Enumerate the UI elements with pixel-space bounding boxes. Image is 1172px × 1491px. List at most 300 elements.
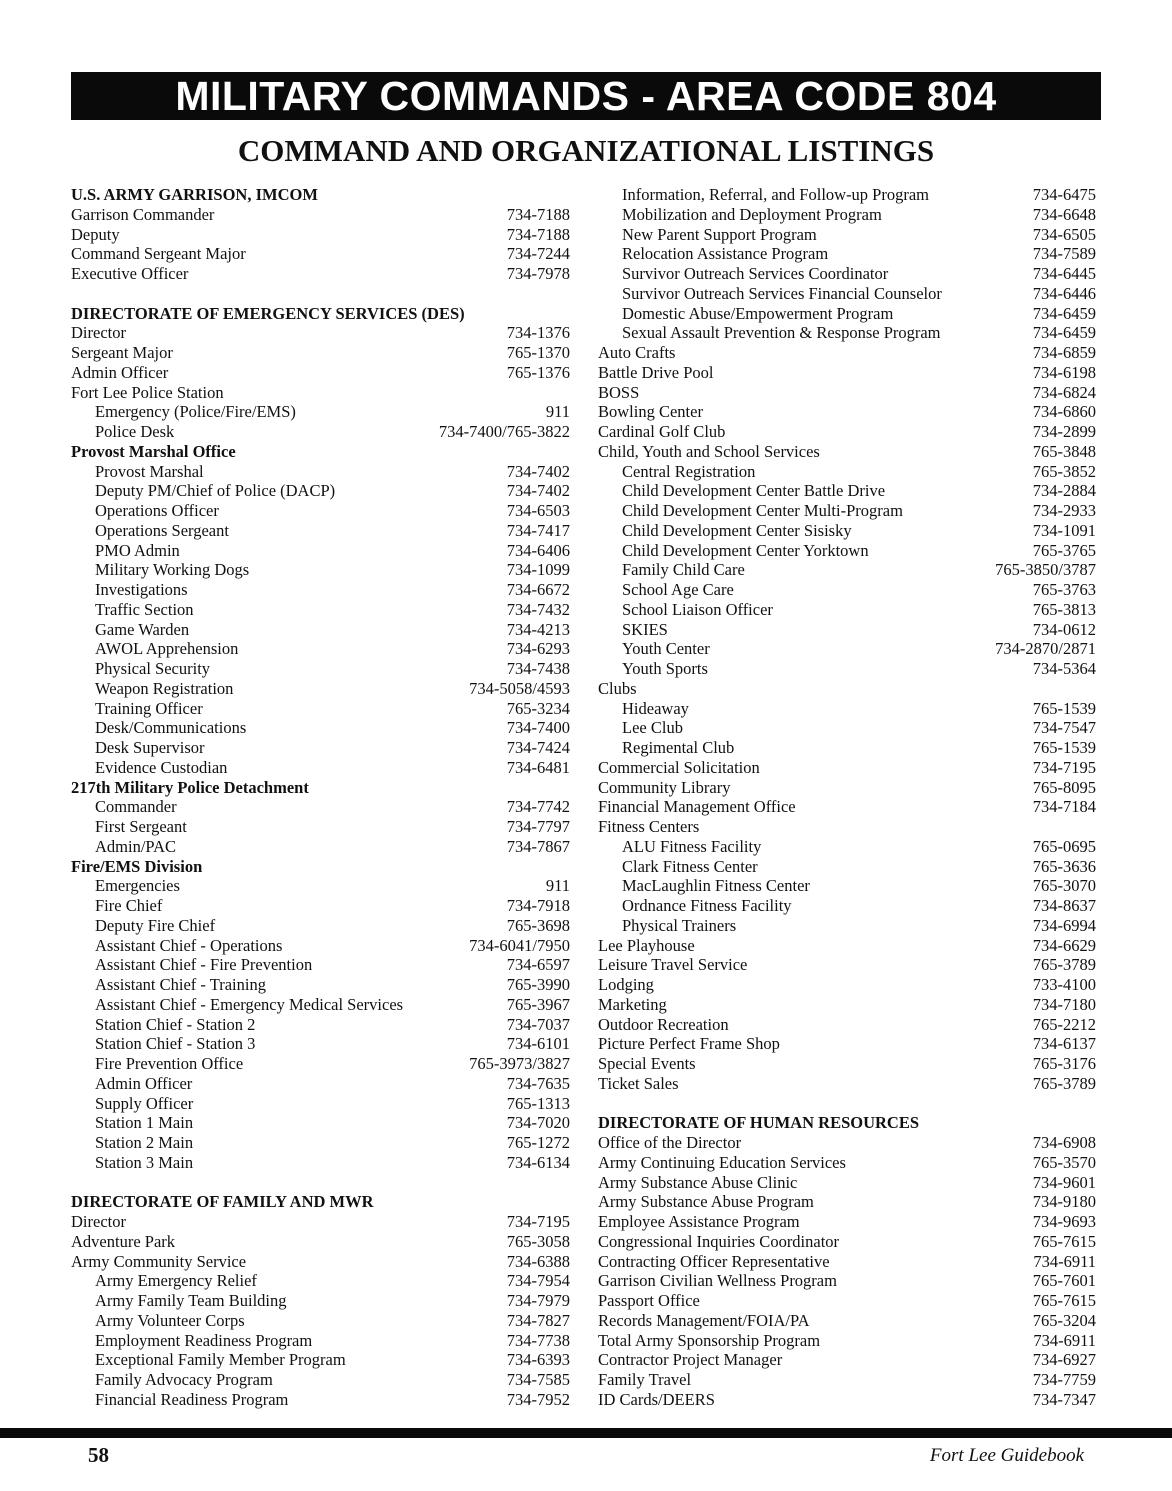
directory-entry: [71, 580, 570, 600]
directory-entry: [598, 580, 1096, 600]
directory-entry: [598, 541, 1096, 561]
section-heading: [598, 1113, 1096, 1133]
entry-label: Employee Assistance Program: [598, 1212, 800, 1231]
entry-phone: 765-3636: [1032, 856, 1096, 876]
entry-phone: 765-1376: [506, 362, 570, 382]
entry-label: Station 3 Main: [95, 1152, 194, 1172]
entry-label: Assistant Chief - Fire Prevention: [95, 955, 313, 975]
directory-entry: [598, 1015, 1096, 1035]
page-number: 58: [88, 1443, 109, 1467]
directory-entry: [71, 560, 570, 580]
entry-label: ALU Fitness Facility: [622, 836, 762, 856]
directory-entry: [598, 442, 1096, 462]
entry-label: Bowling Center: [598, 402, 703, 422]
entry-label: Family Advocacy Program: [95, 1370, 273, 1389]
directory-entry: [71, 1350, 570, 1370]
entry-label: Leisure Travel Service: [598, 955, 748, 975]
entry-phone: 765-1370: [506, 343, 570, 362]
entry-label: Lee Club: [622, 718, 683, 738]
entry-label: First Sergeant: [95, 817, 187, 836]
directory-entry: [598, 955, 1096, 975]
entry-phone: 765-3058: [506, 1231, 570, 1251]
entry-label: Assistant Chief - Emergency Medical Services: [95, 994, 404, 1014]
entry-label: Battle Drive Pool: [598, 362, 714, 382]
entry-label: Admin Officer: [71, 362, 169, 382]
directory-entry: [71, 521, 570, 541]
entry-label: Admin/PAC: [95, 836, 177, 856]
section-heading: [71, 304, 570, 324]
entry-label: Station Chief - Station 2: [95, 1014, 256, 1034]
entry-label: Regimental Club: [622, 738, 735, 757]
entry-label: Community Library: [598, 777, 731, 797]
directory-entry: [71, 1311, 570, 1331]
entry-label: Army Continuing Education Services: [598, 1152, 846, 1172]
directory-entry: [598, 758, 1096, 778]
entry-label: Records Management/FOIA/PA: [598, 1310, 810, 1330]
directory-entry: [598, 659, 1096, 679]
entry-label: Cardinal Golf Club: [598, 422, 726, 441]
section-heading: [71, 185, 570, 205]
directory-entry: [598, 1054, 1096, 1074]
entry-phone: 734-6134: [506, 1152, 570, 1172]
entry-phone: 734-1376: [506, 323, 570, 343]
entry-label: Central Registration: [622, 461, 756, 481]
entry-phone: 734-4213: [506, 619, 570, 639]
entry-phone: 734-6648: [1032, 204, 1096, 224]
entry-phone: 734-6406: [506, 540, 570, 560]
directory-entry: [598, 1331, 1096, 1351]
entry-label: Youth Sports: [622, 659, 708, 678]
directory-entry: [598, 521, 1096, 541]
directory-entry: [71, 916, 570, 936]
entry-phone: 734-2870/2871: [995, 639, 1096, 659]
entry-phone: 734-9601: [1032, 1172, 1096, 1192]
entry-label: Operations Sergeant: [95, 520, 229, 540]
directory-entry: [71, 363, 570, 383]
entry-label: Executive Officer: [71, 264, 189, 283]
directory-entry: [71, 600, 570, 620]
directory-entry: [71, 422, 570, 442]
entry-phone: 765-3176: [1032, 1054, 1096, 1073]
entry-label: Ordnance Fitness Facility: [622, 896, 792, 915]
entry-phone: 734-7759: [1032, 1370, 1096, 1389]
entry-phone: 734-0612: [1032, 619, 1096, 639]
entry-phone: 765-3204: [1032, 1310, 1096, 1330]
directory-entry: [598, 600, 1096, 620]
entry-label: Training Officer: [95, 698, 203, 718]
entry-phone: 765-1539: [1032, 738, 1096, 757]
entry-label: Domestic Abuse/Empowerment Program: [622, 303, 894, 323]
entry-phone: 734-6041/7950: [469, 935, 570, 955]
entry-phone: 765-7615: [1032, 1291, 1096, 1310]
entry-phone: 734-6459: [1032, 303, 1096, 323]
directory-entry: [598, 1153, 1096, 1173]
entry-phone: 734-6672: [506, 580, 570, 599]
entry-label: Mobilization and Deployment Program: [622, 204, 882, 224]
section-spacer: [71, 284, 570, 304]
entry-label: Relocation Assistance Program: [622, 244, 829, 264]
entry-label: Traffic Section: [95, 599, 194, 619]
entry-phone: 765-1272: [506, 1133, 570, 1152]
entry-label: Sexual Assault Prevention & Response Program: [622, 323, 941, 343]
entry-label: PMO Admin: [95, 540, 180, 560]
directory-entry: [598, 1232, 1096, 1252]
entry-phone: 765-1313: [506, 1093, 570, 1113]
entry-label: Station 2 Main: [95, 1133, 194, 1152]
directory-entry: [71, 817, 570, 837]
entry-phone: 734-6481: [506, 757, 570, 777]
entry-phone: 734-6503: [506, 501, 570, 520]
left-column: [71, 185, 570, 1410]
directory-entry: [71, 323, 570, 343]
directory-entry: [598, 620, 1096, 640]
entry-phone: 765-3848: [1032, 441, 1096, 461]
entry-phone: 765-3967: [506, 994, 570, 1014]
directory-entry: [71, 1054, 570, 1074]
entry-label: Army Volunteer Corps: [95, 1310, 245, 1330]
directory-entry: [598, 1271, 1096, 1291]
entry-label: ID Cards/DEERS: [598, 1389, 715, 1409]
entry-label: Passport Office: [598, 1291, 700, 1310]
directory-entry: [598, 1390, 1096, 1410]
entry-label: 217th Military Police Detachment: [71, 777, 309, 797]
entry-phone: 734-7402: [506, 481, 570, 501]
directory-entry: [71, 738, 570, 758]
directory-entry: [598, 1192, 1096, 1212]
directory-entry: [598, 402, 1096, 422]
entry-phone: 734-8637: [1032, 896, 1096, 915]
entry-phone: 734-6475: [1032, 185, 1096, 204]
entry-label: Deputy Fire Chief: [95, 915, 216, 935]
directory-entry: [598, 1074, 1096, 1094]
directory-entry: [71, 1331, 570, 1351]
entry-phone: 765-3852: [1032, 461, 1096, 481]
directory-entry: [71, 1291, 570, 1311]
directory-entry: [598, 1291, 1096, 1311]
entry-phone: 734-6393: [506, 1350, 570, 1370]
entry-label: Deputy: [71, 224, 120, 244]
entry-label: Director: [71, 1212, 126, 1231]
entry-label: Station 1 Main: [95, 1113, 194, 1133]
directory-entry: [71, 758, 570, 778]
entry-label: Sergeant Major: [71, 343, 173, 362]
entry-phone: 734-6198: [1032, 362, 1096, 382]
entry-phone: 734-7827: [506, 1310, 570, 1330]
entry-phone: 765-3789: [1032, 1073, 1096, 1093]
entry-label: Provost Marshal Office: [71, 441, 236, 461]
entry-phone: 911: [545, 876, 570, 896]
guide-title: Fort Lee Guidebook: [929, 1445, 1084, 1466]
directory-entry: [598, 995, 1096, 1015]
entry-phone: 765-3973/3827: [469, 1054, 570, 1073]
directory-entry: [598, 1212, 1096, 1232]
entry-phone: 734-6597: [506, 955, 570, 975]
entry-label: Army Substance Abuse Clinic: [598, 1172, 798, 1192]
entry-label: Outdoor Recreation: [598, 1014, 729, 1034]
entry-phone: 765-3570: [1032, 1152, 1096, 1172]
entry-phone: 765-3763: [1032, 580, 1096, 599]
directory-entry: [598, 1173, 1096, 1193]
directory-entry: [598, 323, 1096, 343]
footer-rule: [0, 1428, 1172, 1438]
entry-label: Child Development Center Multi-Program: [622, 501, 903, 520]
directory-entry: [598, 185, 1096, 205]
entry-label: Auto Crafts: [598, 343, 676, 362]
entry-label: Adventure Park: [71, 1231, 176, 1251]
entry-label: Operations Officer: [95, 501, 219, 520]
entry-label: Survivor Outreach Services Coordinator: [622, 264, 889, 283]
entry-phone: 734-6860: [1032, 402, 1096, 422]
directory-entry: [598, 837, 1096, 857]
entry-phone: 734-7020: [506, 1113, 570, 1133]
entry-phone: 765-7615: [1032, 1231, 1096, 1251]
entry-label: Army Substance Abuse Program: [598, 1192, 814, 1212]
directory-entry: [71, 541, 570, 561]
entry-phone: 765-3990: [506, 975, 570, 994]
entry-label: AWOL Apprehension: [95, 639, 239, 659]
directory-entry: [71, 955, 570, 975]
section-heading: [71, 857, 570, 877]
entry-phone: 734-7585: [506, 1370, 570, 1389]
directory-entry: [71, 225, 570, 245]
entry-label: Contracting Officer Representative: [598, 1251, 830, 1271]
entry-phone: 765-3850/3787: [995, 560, 1096, 580]
entry-label: Financial Management Office: [598, 797, 796, 817]
directory-entry: [71, 1153, 570, 1173]
directory-entry: [71, 837, 570, 857]
directory-entry: [71, 383, 570, 403]
entry-phone: 734-7402: [506, 461, 570, 481]
entry-phone: 734-7547: [1032, 718, 1096, 738]
entry-label: Investigations: [95, 580, 188, 599]
directory-entry: [71, 876, 570, 896]
directory-entry: [71, 797, 570, 817]
entry-phone: 734-7635: [506, 1073, 570, 1093]
entry-label: Fitness Centers: [598, 817, 700, 836]
entry-label: Hideaway: [622, 698, 689, 718]
directory-entry: [71, 1232, 570, 1252]
directory-entry: [598, 1350, 1096, 1370]
directory-entry: [598, 560, 1096, 580]
entry-phone: 734-7954: [506, 1271, 570, 1291]
entry-label: Evidence Custodian: [95, 757, 228, 777]
entry-label: School Age Care: [622, 580, 734, 599]
entry-phone: 734-9180: [1032, 1192, 1096, 1212]
entry-phone: 765-3765: [1032, 540, 1096, 560]
directory-entry: [598, 699, 1096, 719]
directory-entry: [71, 718, 570, 738]
entry-phone: 734-7952: [506, 1389, 570, 1409]
entry-label: Lee Playhouse: [598, 935, 695, 955]
directory-entry: [598, 284, 1096, 304]
entry-phone: 734-6908: [1032, 1133, 1096, 1152]
directory-entry: [598, 422, 1096, 442]
directory-entry: [598, 896, 1096, 916]
entry-phone: 734-6505: [1032, 224, 1096, 244]
entry-label: U.S. ARMY GARRISON, IMCOM: [71, 185, 318, 204]
directory-entry: [71, 1113, 570, 1133]
entry-label: Picture Perfect Frame Shop: [598, 1034, 780, 1054]
directory-entry: [598, 778, 1096, 798]
entry-label: Command Sergeant Major: [71, 244, 246, 264]
directory-entry: [71, 679, 570, 699]
entry-phone: 734-7432: [506, 599, 570, 619]
entry-label: Emergency (Police/Fire/EMS): [95, 402, 296, 422]
directory-entry: [598, 264, 1096, 284]
directory-entry: [71, 481, 570, 501]
entry-phone: 765-3789: [1032, 955, 1096, 975]
directory-entry: [598, 225, 1096, 245]
entry-label: Garrison Civilian Wellness Program: [598, 1271, 837, 1291]
directory-entry: [71, 343, 570, 363]
directory-entry: [598, 363, 1096, 383]
entry-label: Garrison Commander: [71, 204, 215, 224]
entry-phone: 734-7438: [506, 659, 570, 678]
entry-label: Director: [71, 323, 126, 343]
entry-label: Financial Readiness Program: [95, 1389, 289, 1409]
directory-entry: [71, 1390, 570, 1410]
entry-phone: 734-7244: [506, 244, 570, 264]
directory-entry: [598, 205, 1096, 225]
entry-label: Information, Referral, and Follow-up Program: [622, 185, 930, 204]
entry-phone: 734-6137: [1032, 1034, 1096, 1054]
entry-label: Commercial Solicitation: [598, 757, 760, 777]
entry-label: SKIES: [622, 619, 668, 639]
directory-entry: [598, 501, 1096, 521]
entry-phone: 734-7184: [1032, 797, 1096, 817]
entry-label: MacLaughlin Fitness Center: [622, 876, 810, 896]
directory-entry: [71, 699, 570, 719]
directory-entry: [71, 639, 570, 659]
entry-label: Family Travel: [598, 1370, 692, 1389]
directory-entry: [71, 462, 570, 482]
directory-entry: [71, 1094, 570, 1114]
entry-phone: 765-0695: [1032, 836, 1096, 856]
directory-entry: [71, 264, 570, 284]
entry-phone: 734-7589: [1032, 244, 1096, 264]
entry-label: Clark Fitness Center: [622, 856, 758, 876]
entry-phone: 734-1099: [506, 560, 570, 580]
entry-phone: 734-6445: [1032, 264, 1096, 283]
entry-phone: 734-2899: [1032, 422, 1096, 441]
entry-phone: 765-3070: [1032, 876, 1096, 896]
page-banner: MILITARY COMMANDS - AREA CODE 804: [71, 72, 1101, 120]
entry-phone: 733-4100: [1032, 975, 1096, 994]
entry-label: Employment Readiness Program: [95, 1330, 313, 1350]
entry-phone: 734-7195: [1032, 757, 1096, 777]
directory-entry: [598, 718, 1096, 738]
entry-phone: 734-6629: [1032, 935, 1096, 955]
entry-label: DIRECTORATE OF HUMAN RESOURCES: [598, 1113, 920, 1133]
directory-entry: [71, 1252, 570, 1272]
entry-label: Army Family Team Building: [95, 1291, 287, 1310]
directory-entry: [71, 1034, 570, 1054]
directory-entry: [598, 1252, 1096, 1272]
entry-phone: 734-7347: [1032, 1389, 1096, 1409]
section-heading: [71, 778, 570, 798]
entry-label: Supply Officer: [95, 1093, 194, 1113]
entry-label: Desk/Communications: [95, 718, 247, 738]
right-column: [598, 185, 1096, 1410]
entry-phone: 734-7400/765-3822: [438, 422, 570, 441]
directory-entry: [71, 501, 570, 521]
directory-entry: [598, 936, 1096, 956]
entry-label: Child Development Center Battle Drive: [622, 481, 886, 501]
entry-phone: 765-8095: [1032, 777, 1096, 797]
entry-label: Weapon Registration: [95, 678, 234, 698]
entry-label: Fire Prevention Office: [95, 1054, 244, 1073]
entry-label: Army Community Service: [71, 1251, 247, 1271]
entry-label: Desk Supervisor: [95, 738, 205, 757]
entry-phone: 734-7918: [506, 896, 570, 915]
entry-label: Child Development Center Yorktown: [622, 540, 869, 560]
entry-label: Youth Center: [622, 639, 710, 659]
entry-label: DIRECTORATE OF FAMILY AND MWR: [71, 1192, 374, 1212]
directory-entry: [71, 1133, 570, 1153]
directory-entry: [71, 936, 570, 956]
entry-phone: 734-6293: [506, 639, 570, 659]
entry-phone: 734-7188: [506, 204, 570, 224]
entry-label: Station Chief - Station 3: [95, 1034, 256, 1054]
entry-label: Military Working Dogs: [95, 560, 250, 580]
directory-entry: [598, 1034, 1096, 1054]
entry-phone: 734-6911: [1033, 1330, 1096, 1350]
directory-entry: [598, 916, 1096, 936]
entry-label: Game Warden: [95, 619, 190, 639]
entry-phone: 734-7979: [506, 1291, 570, 1310]
entry-label: Special Events: [598, 1054, 696, 1073]
directory-entry: [71, 1271, 570, 1291]
entry-label: Survivor Outreach Services Financial Counselor: [622, 283, 942, 303]
entry-label: New Parent Support Program: [622, 224, 817, 244]
entry-phone: 765-3698: [506, 915, 570, 935]
directory-entry: [71, 1212, 570, 1232]
entry-phone: 734-6101: [506, 1034, 570, 1054]
section-spacer: [598, 1094, 1096, 1114]
entry-phone: 734-6824: [1032, 382, 1096, 402]
entry-phone: 734-7400: [506, 718, 570, 738]
page-subtitle: COMMAND AND ORGANIZATIONAL LISTINGS: [237, 133, 935, 168]
entry-label: School Liaison Officer: [622, 599, 773, 619]
directory-entry: [71, 402, 570, 422]
entry-phone: 765-2212: [1032, 1014, 1096, 1034]
entry-label: Congressional Inquiries Coordinator: [598, 1231, 840, 1251]
entry-phone: 734-7424: [506, 738, 570, 757]
entry-label: Child, Youth and School Services: [598, 441, 820, 461]
entry-label: Ticket Sales: [598, 1073, 679, 1093]
entry-label: Assistant Chief - Training: [95, 975, 266, 994]
directory-entry: [598, 857, 1096, 877]
entry-label: Fort Lee Police Station: [71, 382, 224, 402]
directory-entry: [598, 817, 1096, 837]
directory-entry: [71, 620, 570, 640]
entry-phone: 734-6859: [1032, 343, 1096, 362]
entry-phone: 734-7180: [1032, 994, 1096, 1014]
directory-entry: [598, 975, 1096, 995]
entry-phone: 734-1091: [1032, 520, 1096, 540]
entry-label: Exceptional Family Member Program: [95, 1350, 346, 1370]
directory-entry: [71, 205, 570, 225]
directory-entry: [598, 244, 1096, 264]
entry-label: Marketing: [598, 994, 667, 1014]
entry-phone: 734-7417: [506, 520, 570, 540]
entry-phone: 734-6446: [1032, 283, 1096, 303]
directory-entry: [598, 876, 1096, 896]
entry-phone: 734-9693: [1032, 1212, 1096, 1231]
entry-label: Lodging: [598, 975, 654, 994]
entry-phone: 734-7867: [506, 836, 570, 856]
entry-label: Fire Chief: [95, 896, 163, 915]
